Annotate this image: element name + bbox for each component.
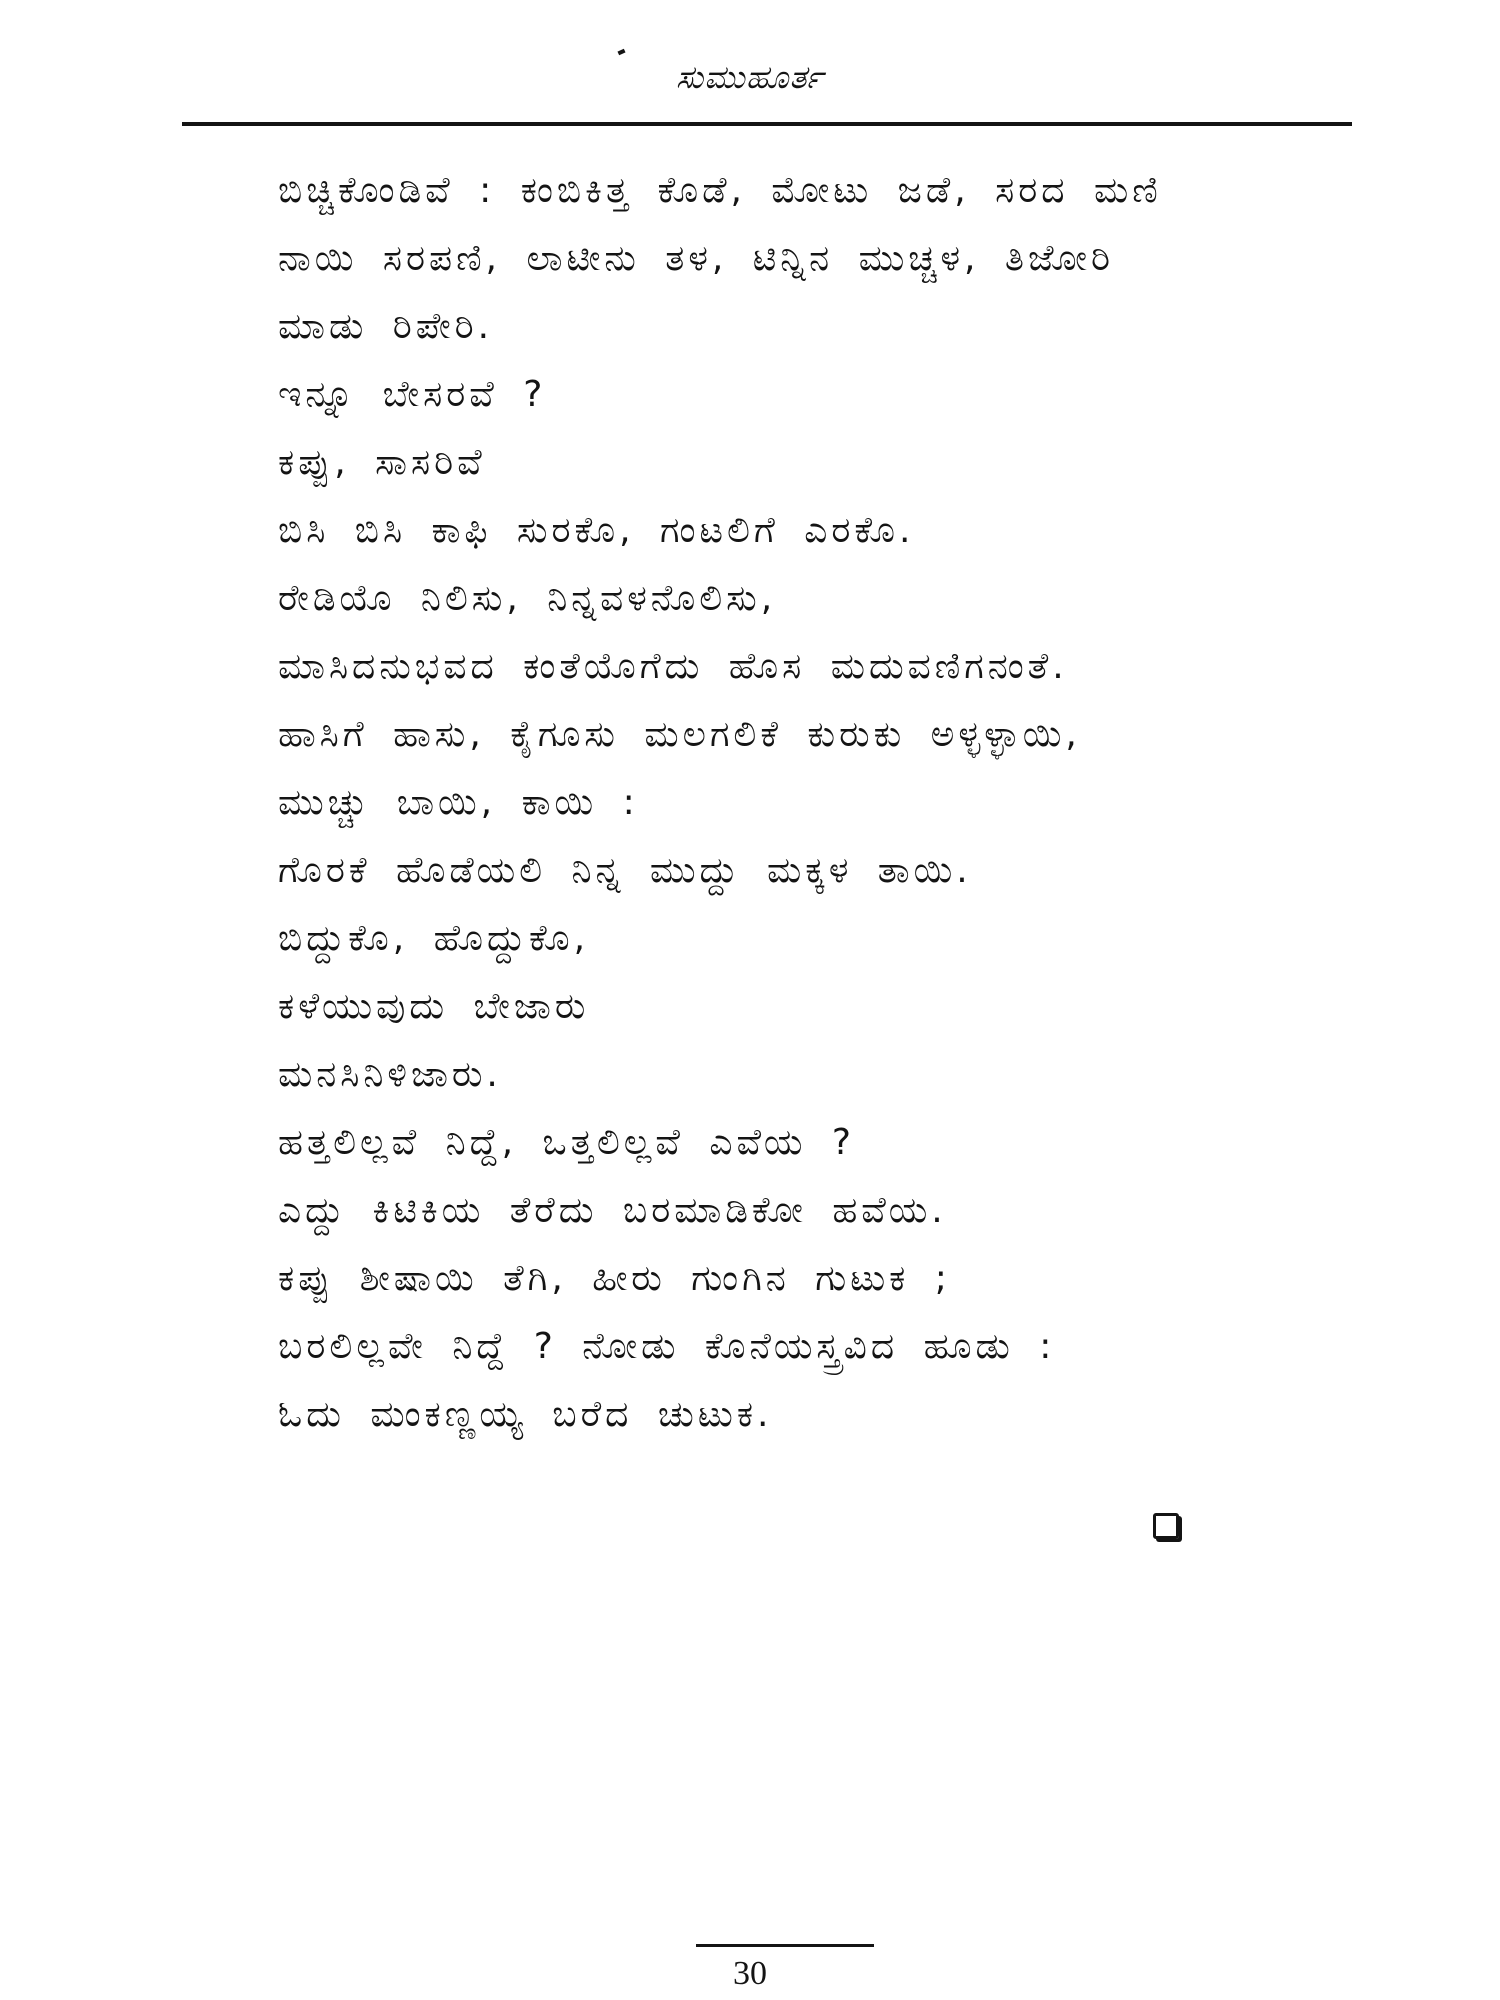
poem-line: ಮಾಸಿದನುಭವದ ಕಂತೆಯೊಗೆದು ಹೊಸ ಮದುವಣಿಗನಂತೆ. bbox=[278, 646, 1068, 687]
poem-line: ಗೊರಕೆ ಹೊಡೆಯಲಿ ನಿನ್ನ ಮುದ್ದು ಮಕ್ಕಳ ತಾಯಿ. bbox=[278, 850, 972, 891]
stray-mark bbox=[617, 49, 625, 56]
poem-line: ಬರಲಿಲ್ಲವೇ ನಿದ್ದೆ ? ನೋಡು ಕೊನೆಯಸ್ತ್ರವಿದ ಹೂಡು : bbox=[278, 1326, 1056, 1367]
header-rule bbox=[182, 122, 1352, 126]
end-mark-box-icon bbox=[1153, 1513, 1179, 1539]
poem-line: ಕಪ್ಪು ಶೀಷಾಯಿ ತೆಗಿ, ಹೀರು ಗುಂಗಿನ ಗುಟುಕ ; bbox=[278, 1258, 951, 1299]
poem-line: ಬಿದ್ದುಕೊ, ಹೊದ್ದುಕೊ, bbox=[278, 918, 590, 959]
poem-line: ಮಾಡು ರಿಪೇರಿ. bbox=[278, 306, 494, 347]
poem-line: ಬಿಸಿ ಬಿಸಿ ಕಾಫಿ ಸುರಕೊ, ಗಂಟಲಿಗೆ ಎರಕೊ. bbox=[278, 510, 915, 551]
poem-line: ಬಿಚ್ಚಿಕೊಂಡಿವೆ : ಕಂಬಿಕಿತ್ತ ಕೊಡೆ, ಮೋಟು ಜಡೆ, ಸರದ ಮಣಿ bbox=[278, 170, 1162, 211]
poem-line: ಇನ್ನೂ ಬೇಸರವೆ ? bbox=[278, 374, 547, 415]
poem-line: ಎದ್ದು ಕಿಟಿಕಿಯ ತೆರೆದು ಬರಮಾಡಿಕೋ ಹವೆಯ. bbox=[278, 1190, 947, 1231]
poem-line: ರೇಡಿಯೊ ನಿಲಿಸು, ನಿನ್ನವಳನೊಲಿಸು, bbox=[278, 578, 777, 619]
poem-line: ಕಪ್ಪು, ಸಾಸರಿವೆ bbox=[278, 442, 486, 483]
running-header: ಸುಮುಹೂರ್ತ bbox=[676, 58, 824, 96]
poem-line: ಕಳೆಯುವುದು ಬೇಜಾರು bbox=[278, 986, 590, 1027]
footer-rule bbox=[696, 1944, 874, 1947]
page-number: 30 bbox=[733, 1955, 767, 1992]
poem-line: ಮುಚ್ಚು ಬಾಯಿ, ಕಾಯಿ : bbox=[278, 782, 639, 823]
poem-body bbox=[278, 157, 1338, 1449]
poem-line: ಹಾಸಿಗೆ ಹಾಸು, ಕೈಗೂಸು ಮಲಗಲಿಕೆ ಕುರುಕು ಅಳ್ಳಳ್ಳಾಯಿ, bbox=[278, 714, 1081, 755]
poem-line: ಮನಸಿನಿಳಿಜಾರು. bbox=[278, 1054, 502, 1095]
poem-line: ಓದು ಮಂಕಣ್ಣಯ್ಯ ಬರೆದ ಚುಟುಕ. bbox=[278, 1394, 773, 1435]
poem-line: ಹತ್ತಲಿಲ್ಲವೆ ನಿದ್ದೆ, ಒತ್ತಲಿಲ್ಲವೆ ಎವೆಯ ? bbox=[278, 1122, 855, 1163]
poem-line: ನಾಯಿ ಸರಪಣಿ, ಲಾಟೀನು ತಳ, ಟಿನ್ನಿನ ಮುಚ್ಚಳ, ತಿಜೋರಿ bbox=[278, 238, 1114, 279]
